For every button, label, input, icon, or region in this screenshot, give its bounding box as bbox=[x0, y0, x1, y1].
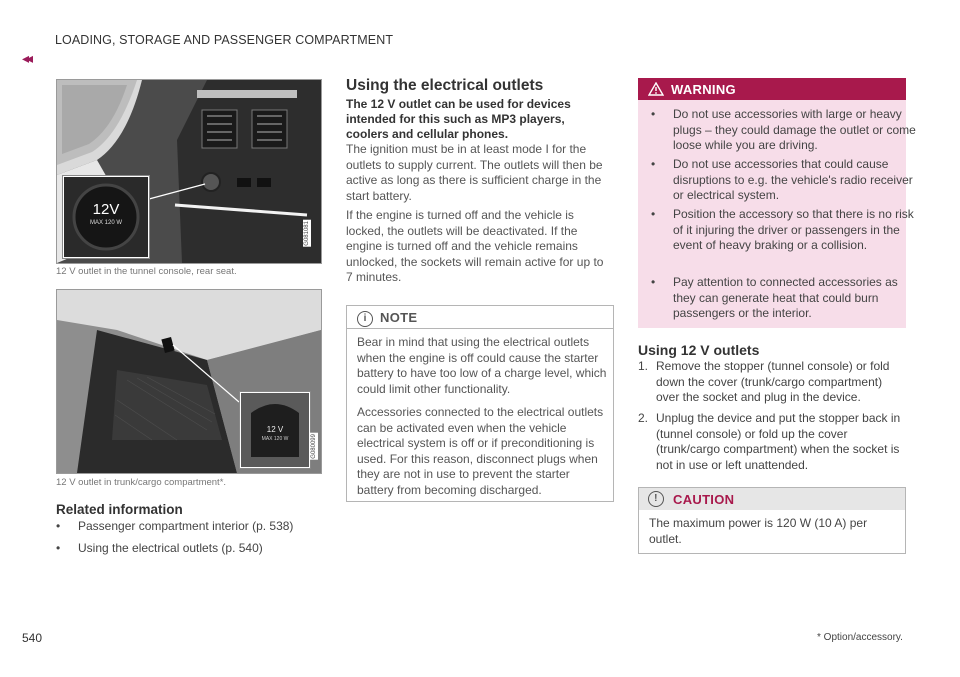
caution-box bbox=[638, 487, 906, 554]
step-item bbox=[638, 411, 906, 473]
trunk-inset-small-label: MAX 120 W bbox=[261, 436, 289, 442]
caution-label: CAUTION bbox=[673, 492, 735, 507]
related-link-text[interactable]: Passenger compartment interior (p. 538) bbox=[78, 519, 294, 533]
outlet-closeup-inset bbox=[63, 176, 149, 258]
trunk-outlet-inset bbox=[240, 392, 310, 468]
warning-triangle-icon bbox=[648, 82, 664, 96]
info-icon: i bbox=[357, 311, 373, 327]
note-label: NOTE bbox=[380, 310, 418, 325]
body-paragraph: The ignition must be in at least mode I for the outlets to supply current. The outlets will then be active as long as there is sufficient charge in the start battery. bbox=[346, 142, 603, 203]
step-number: 2. bbox=[638, 411, 649, 425]
warning-item: • Do not use accessories with large or heavy plugs – they could damage the outlet or come loose while you are driving. bbox=[651, 107, 916, 152]
page-number: 540 bbox=[22, 631, 43, 645]
step-text: Unplug the device and put the stopper back in (tunnel console) or fold up the cover (trunk/cargo compartment) when the socket is not in use or left unattended. bbox=[656, 411, 901, 472]
note-box bbox=[346, 305, 614, 502]
trunk-photo bbox=[56, 289, 322, 474]
section-title: Using the electrical outlets bbox=[346, 77, 544, 94]
related-link[interactable] bbox=[56, 541, 338, 556]
tunnel-console-photo bbox=[56, 79, 322, 264]
bullet-icon: • bbox=[651, 207, 656, 221]
step-item bbox=[638, 359, 906, 406]
bullet-icon: • bbox=[56, 541, 61, 555]
bullet-icon: • bbox=[651, 275, 656, 289]
note-body bbox=[357, 335, 607, 506]
caution-header bbox=[639, 488, 905, 510]
footnote: * Option/accessory. bbox=[817, 632, 903, 643]
step-text: Remove the stopper (tunnel console) or fold down the cover (trunk/cargo compartment) over the socket and plug in the device. bbox=[656, 359, 890, 404]
related-link[interactable] bbox=[56, 519, 338, 534]
caution-text: The maximum power is 120 W (10 A) per outlet. bbox=[649, 516, 868, 546]
back-chevron-icon[interactable]: ◂◂ bbox=[22, 50, 31, 66]
related-info-title: Related information bbox=[56, 502, 183, 517]
figure2-caption: 12 V outlet in trunk/cargo compartment*. bbox=[56, 477, 227, 488]
step-number: 1. bbox=[638, 359, 649, 373]
bullet-icon: • bbox=[56, 519, 61, 533]
image-code: G080099 bbox=[311, 434, 317, 459]
trunk-inset-big-label: 12 V bbox=[266, 425, 284, 434]
warning-item: • Do not use accessories that could cause disruptions to e.g. the vehicle's radio receiver or electrical system. bbox=[651, 157, 913, 202]
note-paragraph: Bear in mind that using the electrical outlets when the engine is off could cause the starter battery to have too low of a charge level, which could limit other functionality. bbox=[357, 335, 607, 396]
inset-big-label: 12V bbox=[92, 201, 120, 218]
related-link-text[interactable]: Using the electrical outlets (p. 540) bbox=[78, 541, 263, 555]
figure1-caption: 12 V outlet in the tunnel console, rear seat. bbox=[56, 266, 237, 277]
note-paragraph: Accessories connected to the electrical outlets can be activated even when the vehicle electrical system is off or if preconditioning is used. For this reason, disconnect plugs when they are not in use to prevent the starter battery from becoming discharged. bbox=[357, 405, 604, 497]
warning-box bbox=[638, 78, 916, 328]
warning-header bbox=[638, 78, 906, 100]
warning-item: • Position the accessory so that there is no risk of it injuring the driver or passengers in the event of heavy braking or a collision. bbox=[651, 207, 914, 252]
exclamation-circle-icon: ! bbox=[648, 491, 664, 507]
bullet-icon: • bbox=[651, 157, 656, 171]
warning-label: WARNING bbox=[671, 82, 736, 97]
chapter-header: LOADING, STORAGE AND PASSENGER COMPARTMENT bbox=[55, 33, 394, 47]
bullet-icon: • bbox=[651, 107, 656, 121]
using-outlets-title: Using 12 V outlets bbox=[638, 342, 760, 358]
warning-item: • Pay attention to connected accessories as they can generate heat that could burn passengers or the interior. bbox=[651, 275, 898, 320]
image-code: G081081 bbox=[304, 221, 310, 246]
body-paragraph: If the engine is turned off and the vehicle is locked, the outlets will be deactivated. If the engine is turned off and the vehicle remains unlocked, the sockets will remain active for up to 7 minutes. bbox=[346, 208, 604, 284]
inset-small-label: MAX 120 W bbox=[89, 220, 122, 226]
intro-lead: The 12 V outlet can be used for devices intended for this such as MP3 players, coolers and cellular phones. bbox=[346, 97, 571, 141]
